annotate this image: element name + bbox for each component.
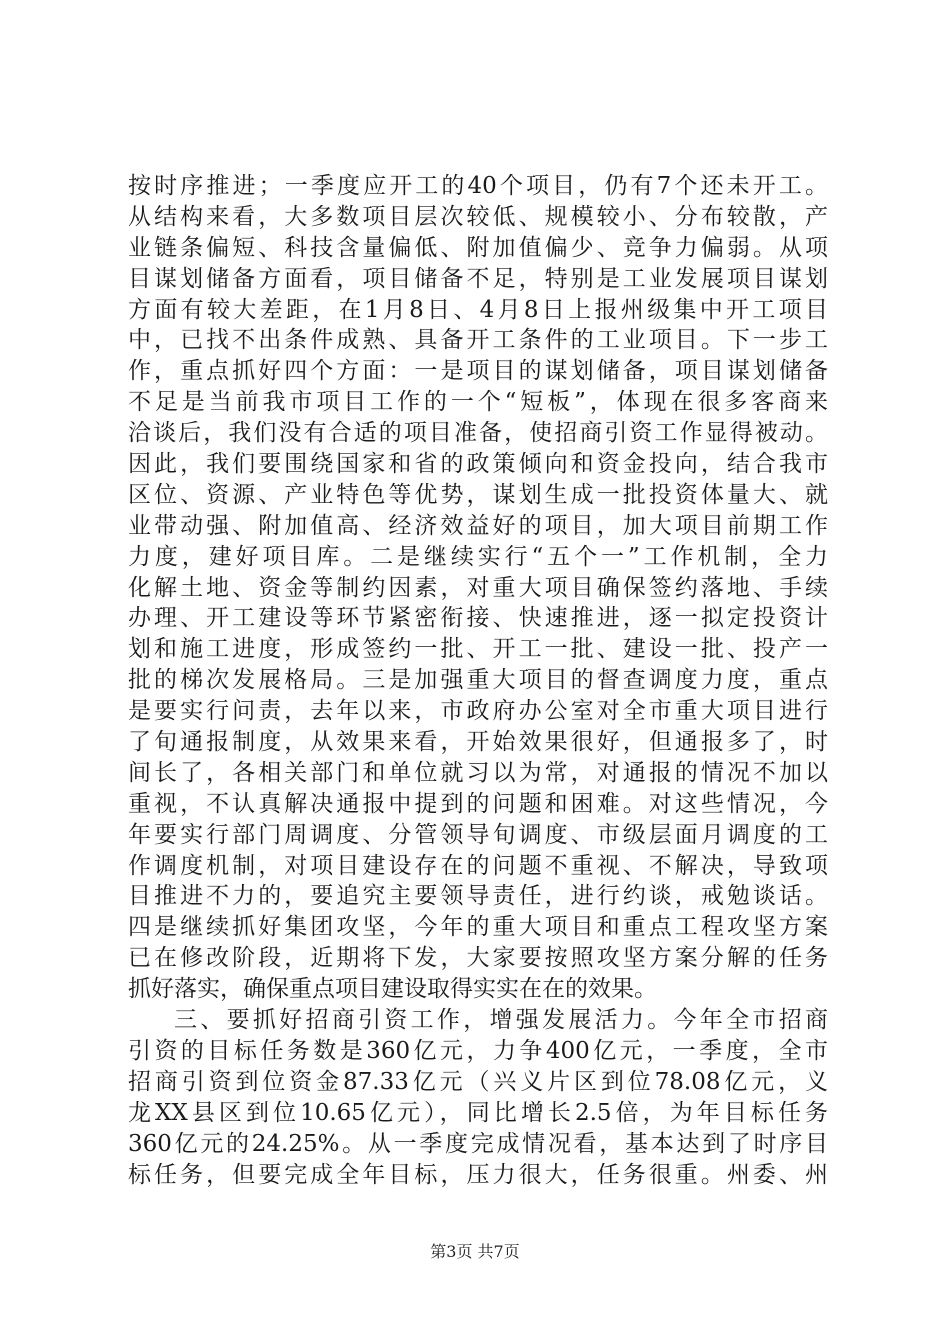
text-line: 引资的目标任务数是360亿元，力争400亿元，一季度，全市 [128,1037,828,1064]
text-line: 业带动强、附加值高、经济效益好的项目，加大项目前期工作 [128,512,828,539]
text-line: 招商引资到位资金87.33亿元（兴义片区到位78.08亿元，义 [128,1068,828,1095]
text-line: 目推进不力的，要追究主要领导责任，进行约谈，戒勉谈话。 [128,883,828,910]
text-line: 方面有较大差距，在1月8日、4月8日上报州级集中开工项目 [128,296,828,323]
text-line: 360亿元的24.25%。从一季度完成情况看，基本达到了时序目 [128,1130,828,1157]
text-line: 了旬通报制度，从效果来看，开始效果很好，但通报多了，时 [128,729,828,756]
text-line: 目谋划储备方面看，项目储备不足，特别是工业发展项目谋划 [128,265,828,292]
text-line: 化解土地、资金等制约因素，对重大项目确保签约落地、手续 [128,574,828,601]
text-line: 中，已找不出条件成熟、具备开工条件的工业项目。下一步工 [128,327,828,354]
text-line: 从结构来看，大多数项目层次较低、规模较小、分布较散，产 [128,203,828,230]
text-line: 业链条偏短、科技含量偏低、附加值偏少、竞争力偏弱。从项 [128,234,828,261]
text-line: 三、要抓好招商引资工作，增强发展活力。今年全市招商 [174,1007,828,1034]
text-line: 四是继续抓好集团攻坚，今年的重大项目和重点工程攻坚方案 [128,914,828,941]
text-line: 区位、资源、产业特色等优势，谋划生成一批投资体量大、就 [128,481,828,508]
text-line: 作，重点抓好四个方面：一是项目的谋划储备，项目谋划储备 [128,358,828,385]
document-body [128,171,828,1190]
text-line: 龙XX县区到位10.65亿元），同比增长2.5倍，为年目标任务 [128,1099,828,1126]
page-footer: 第3页 共7页 [430,1242,520,1261]
text-line: 批的梯次发展格局。三是加强重大项目的督查调度力度，重点 [128,667,828,694]
text-line: 划和施工进度，形成签约一批、开工一批、建设一批、投产一 [128,636,828,663]
text-line: 力度，建好项目库。二是继续实行“五个一”工作机制，全力 [128,543,828,570]
text-line: 作调度机制，对项目建设存在的问题不重视、不解决，导致项 [128,852,828,879]
text-line: 间长了，各相关部门和单位就习以为常，对通报的情况不加以 [128,759,828,786]
text-line: 是要实行问责，去年以来，市政府办公室对全市重大项目进行 [128,698,828,725]
text-line: 因此，我们要围绕国家和省的政策倾向和资金投向，结合我市 [128,451,828,478]
text-line: 洽谈后，我们没有合适的项目准备，使招商引资工作显得被动。 [128,420,828,447]
text-line: 年要实行部门周调度、分管领导旬调度、市级层面月调度的工 [128,821,828,848]
text-line: 按时序推进；一季度应开工的40个项目，仍有7个还未开工。 [128,173,828,199]
text-line: 不足是当前我市项目工作的一个“短板”，体现在很多客商来 [128,389,828,416]
text-line: 已在修改阶段，近期将下发，大家要按照攻坚方案分解的任务 [128,945,828,972]
text-line: 重视，不认真解决通报中提到的问题和困难。对这些情况，今 [128,790,828,817]
text-line: 办理、开工建设等环节紧密衔接、快速推进，逐一拟定投资计 [128,605,828,632]
text-line: 抓好落实，确保重点项目建设取得实实在在的效果。 [128,976,657,1003]
text-line: 标任务，但要完成全年目标，压力很大，任务很重。州委、州 [128,1161,828,1188]
